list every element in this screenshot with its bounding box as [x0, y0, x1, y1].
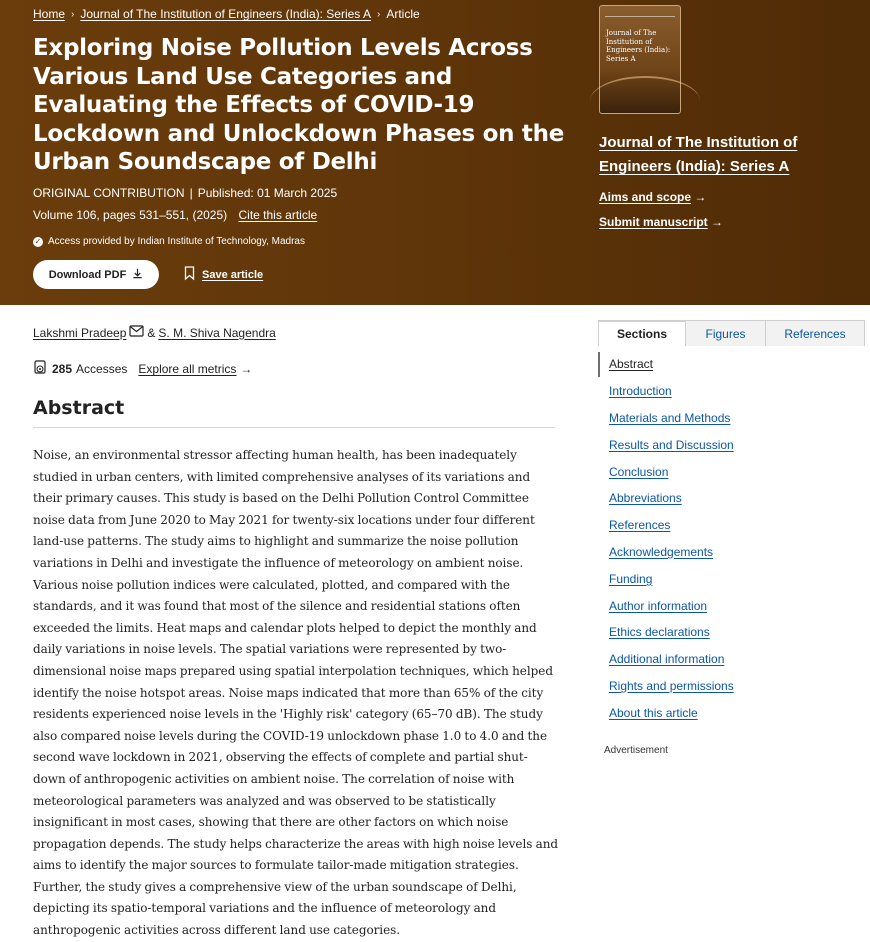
author-list [33, 325, 276, 340]
breadcrumb-home[interactable]: Home [33, 7, 66, 21]
accesses-icon [33, 360, 48, 378]
check-circle-icon: ✓ [34, 236, 42, 246]
section-link-introduction[interactable] [598, 378, 865, 405]
article-metrics [33, 360, 252, 378]
section-link-abstract[interactable] [598, 351, 865, 378]
abstract-text: Noise, an environmental stressor affecting human health, has been inadequately studied in urban centers, with limited comprehensive analyses of its variations and their primary causes. This study is based on the Delhi Pollution Control Committee noise data from June 2020 to May 2021 for twenty-six locations under four different land-use patterns. The study aims to highlight and summarize the noise pollution variations in Delhi and investigate the influence of meteorology on ambient noise. Various noise pollution indices were calculated, plotted, and compared with the standards, and it was found that most of the silence and residential stations often exceeded the limits. Heat maps and calendar plots helped to depict the monthly and daily variations in noise levels. The spatial variations were represented by two-dimensional noise maps prepared using spatial interpolation techniques, which helped identify the noise hotspot areas. Noise maps indicated that more than 65% of the city residents experienced noise levels in the 'Highly risk' category (65–70 dB). The study also compared noise levels during the COVID-19 unlockdown phase 1.0 to 4.0 and the second wave lockdown in 2021, observing the effects of complete and partial shut-down of anthropogenic activities on ambient noise. The correlation of noise with meteorological parameters was analyzed and was observed to be statistically insignificant in most cases, showing that there are other factors on which noise propagation depends. The study helps characterize the areas with high noise levels and aims to identify the major sources to formulate tailor-made mitigation strategies. Further, the study gives a comprehensive view of the urban soundscape of Delhi, depicting its spatio-temporal variations and the influence of meteorology and anthropogenic activities across different land use categories. [33, 448, 559, 938]
section-link-conclusion[interactable] [598, 458, 865, 485]
section-nav [598, 351, 865, 726]
access-info [33, 236, 305, 247]
section-link-results-discussion[interactable] [598, 431, 865, 458]
section-link-materials-methods[interactable] [598, 405, 865, 432]
arrow-right-icon: → [240, 362, 253, 376]
section-link-additional-information[interactable] [598, 646, 865, 673]
submit-manuscript-label: Submit manuscript [599, 215, 708, 229]
section-link-about[interactable] [598, 699, 865, 726]
explore-metrics-link[interactable]: Explore all metrics [138, 362, 237, 376]
download-pdf-label: Download PDF [48, 268, 127, 281]
section-link-ethics[interactable] [598, 619, 865, 646]
section-link-references[interactable] [598, 512, 865, 539]
section-link-label: Rights and permissions [609, 678, 734, 693]
bookmark-icon [184, 266, 195, 283]
download-icon [132, 268, 143, 282]
section-link-funding[interactable] [598, 565, 865, 592]
section-link-author-information[interactable] [598, 592, 865, 619]
aims-scope-link[interactable] [599, 190, 706, 204]
advertisement-label: Advertisement [604, 745, 668, 756]
section-link-label: References [609, 518, 671, 533]
section-link-label: About this article [609, 705, 698, 720]
cover-title: Journal of The Institution of Engineers (India): Series A [606, 29, 671, 63]
article-meta [33, 186, 337, 200]
article-title: Exploring Noise Pollution Levels Across Various Land Use Categories and Evaluating the Effects of COVID-19 Lockdown and Unlockdown Phases on the Urban Soundscape of Delhi [33, 35, 564, 176]
cover-top-rule [605, 11, 675, 17]
section-link-abbreviations[interactable] [598, 485, 865, 512]
breadcrumb-current: Article [386, 7, 420, 21]
section-link-label: Funding [609, 571, 653, 586]
abstract-heading: Abstract [33, 397, 125, 419]
cite-article-link[interactable]: Cite this article [238, 208, 318, 222]
article-type: ORIGINAL CONTRIBUTION [33, 186, 185, 200]
tab-figures[interactable]: Figures [686, 320, 766, 346]
accesses-label: Accesses [76, 362, 128, 376]
breadcrumb-journal[interactable]: Journal of The Institution of Engineers (India): Series A [80, 7, 371, 21]
save-article-label: Save article [202, 268, 264, 281]
section-link-acknowledgements[interactable] [598, 539, 865, 566]
cover-swirl [590, 76, 700, 126]
sidebar-tabs [598, 320, 865, 346]
section-link-label: Additional information [609, 652, 725, 667]
journal-cover[interactable] [599, 5, 681, 114]
author-separator: & [147, 325, 156, 340]
section-link-label: Introduction [609, 384, 672, 399]
article-volume-row [33, 208, 317, 222]
abstract-divider [33, 427, 555, 428]
section-link-label: Materials and Methods [609, 410, 731, 425]
submit-manuscript-link[interactable] [599, 215, 723, 229]
section-link-label: Abstract [609, 357, 654, 372]
section-link-label: Conclusion [609, 464, 669, 479]
envelope-icon[interactable] [129, 325, 144, 340]
download-pdf-button[interactable] [33, 260, 159, 289]
section-link-rights[interactable] [598, 673, 865, 700]
access-text: Access provided by Indian Institute of Technology, Madras [48, 236, 305, 247]
journal-title-link[interactable]: Journal of The Institution of Engineers (India): Series A [599, 134, 798, 175]
section-link-label: Ethics declarations [609, 625, 710, 640]
article-header [0, 0, 870, 305]
tab-references[interactable]: References [766, 320, 865, 346]
arrow-right-icon: → [694, 190, 707, 204]
volume-pages: Volume 106, pages 531–551, (2025) [33, 208, 228, 222]
meta-divider: | [189, 186, 193, 200]
chevron-right-icon: › [376, 8, 381, 20]
section-link-label: Abbreviations [609, 491, 682, 506]
chevron-right-icon: › [71, 8, 75, 20]
accesses-count: 285 [52, 362, 73, 376]
section-link-label: Acknowledgements [609, 544, 714, 559]
section-link-label: Results and Discussion [609, 437, 734, 452]
aims-scope-label: Aims and scope [599, 190, 692, 204]
arrow-right-icon: → [711, 215, 724, 229]
breadcrumb [33, 7, 420, 21]
section-link-label: Author information [609, 598, 708, 613]
author-link[interactable]: S. M. Shiva Nagendra [158, 325, 276, 340]
tab-sections[interactable]: Sections [598, 320, 686, 346]
save-article-button[interactable] [184, 266, 263, 283]
author-link[interactable]: Lakshmi Pradeep [33, 325, 127, 340]
published-date: Published: 01 March 2025 [197, 186, 338, 200]
